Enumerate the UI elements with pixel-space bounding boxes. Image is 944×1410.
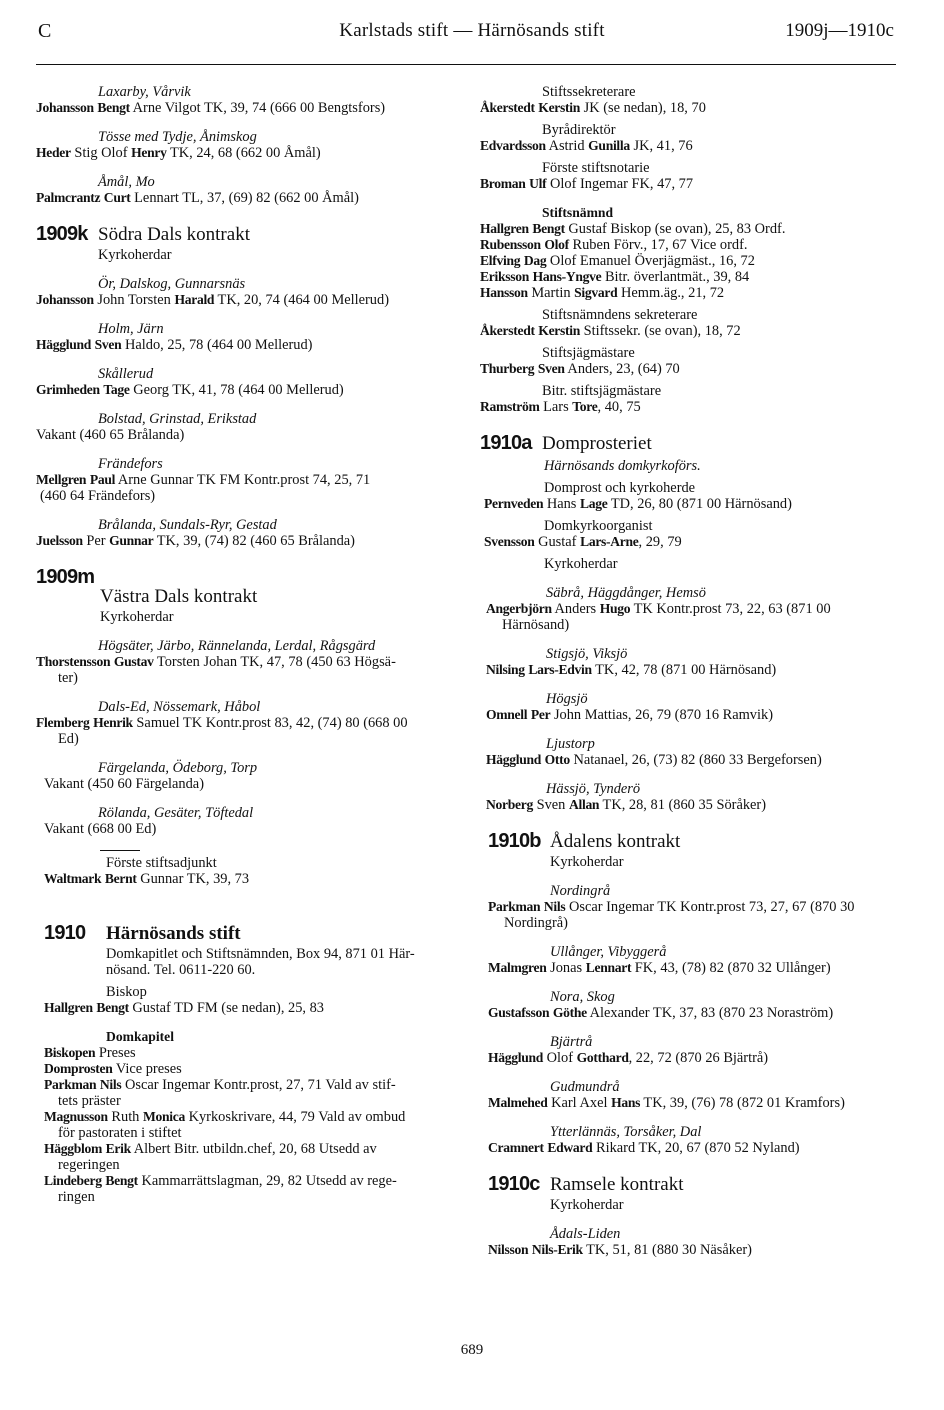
section-heading: [480, 830, 902, 852]
entry: Domprosten Vice preses: [44, 1061, 182, 1077]
separator-rule: [100, 850, 140, 851]
entry: Johansson John Torsten Harald TK, 20, 74 (464 00 Mellerud): [36, 292, 389, 308]
entry: Hansson Martin Sigvard Hemm.äg., 21, 72: [480, 285, 725, 301]
parish-heading: Ör, Dalskog, Gunnarsnäs: [98, 276, 246, 292]
parish-heading: Ljustorp: [546, 736, 595, 752]
entry: Malmehed Karl Axel Hans TK, 39, (76) 78 (872 01 Kramfors): [488, 1095, 845, 1111]
group-label: Stiftsnämnd: [542, 205, 614, 220]
header-letter: C: [38, 20, 52, 42]
section-name: Ådalens kontrakt: [550, 831, 681, 852]
role-title: Bitr. stiftsjägmästare: [542, 383, 662, 399]
entry: Vakant (668 00 Ed): [44, 821, 157, 837]
entry: Thurberg Sven Anders, 23, (64) 70: [480, 361, 680, 377]
role-title: Byrådirektör: [542, 122, 616, 138]
role-title: Förste stiftsnotarie: [542, 160, 650, 176]
parish-heading: Härnösands domkyrkoförs.: [544, 458, 701, 474]
right-column: [480, 84, 902, 1258]
entry: Edvardsson Astrid Gunilla JK, 41, 76: [480, 138, 693, 154]
section-name: Domprosteriet: [542, 433, 652, 454]
parish-heading: Högsäter, Järbo, Rännelanda, Lerdal, Rågsgärd: [98, 638, 376, 654]
parish-heading: Ådals-Liden: [550, 1226, 621, 1242]
section-number: 1910b: [488, 830, 541, 852]
role-title: Stiftsjägmästare: [542, 345, 635, 361]
role-title: Stiftssekreterare: [542, 84, 636, 100]
parish-heading: Rölanda, Gesäter, Töftedal: [98, 805, 254, 821]
entry: Biskopen Preses: [44, 1045, 136, 1061]
section-name: Ramsele kontrakt: [550, 1174, 684, 1195]
entry: Omnell Per John Mattias, 26, 79 (870 16 Ramvik): [486, 707, 773, 723]
entry: Flemberg Henrik Samuel TK Kontr.prost 83, 42, (74) 80 (668 00 Ed): [36, 715, 408, 747]
role-title: Biskop: [106, 984, 147, 1000]
section-number: 1909m: [36, 566, 95, 588]
role-title: Domprost och kyrkoherde: [544, 480, 696, 496]
parish-heading: Nordingrå: [550, 883, 611, 899]
entry: Palmcrantz Curt Lennart TL, 37, (69) 82 (662 00 Åmål): [36, 190, 359, 206]
role-title: Kyrkoherdar: [98, 247, 172, 263]
entry: Broman Ulf Olof Ingemar FK, 47, 77: [480, 176, 694, 192]
entry: Malmgren Jonas Lennart FK, 43, (78) 82 (870 32 Ullånger): [488, 960, 831, 976]
entry: Lindeberg Bengt Kammarrättslagman, 29, 82 Utsedd av rege- ringen: [44, 1173, 397, 1205]
role-title: Kyrkoherdar: [550, 854, 624, 870]
section-heading: [480, 1173, 902, 1195]
address-line: Domkapitlet och Stiftsnämnden, Box 94, 871 01 Här-: [106, 946, 415, 962]
section-number: 1909k: [36, 223, 88, 245]
section-number: 1910c: [488, 1173, 540, 1195]
parish-heading: Åmål, Mo: [98, 174, 155, 190]
role-title: Förste stiftsadjunkt: [106, 855, 217, 871]
entry: Heder Stig Olof Henry TK, 24, 68 (662 00 Åmål): [36, 145, 321, 161]
entry: Parkman Nils Oscar Ingemar Kontr.prost, 27, 71 Vald av stif- tets präster: [44, 1077, 396, 1109]
parish-heading: Ytterlännäs, Torsåker, Dal: [550, 1124, 702, 1140]
entry: Norberg Sven Allan TK, 28, 81 (860 35 Söråker): [486, 797, 767, 813]
page-number: 689: [460, 1342, 484, 1358]
section-name: Södra Dals kontrakt: [98, 224, 250, 245]
entry: Magnusson Ruth Monica Kyrkoskrivare, 44, 79 Vald av ombud för pastoraten i stiftet: [44, 1109, 406, 1141]
entry: Åkerstedt Kerstin Stiftssekr. (se ovan), 18, 72: [480, 323, 741, 339]
entry: Thorstensson Gustav Torsten Johan TK, 47, 78 (450 63 Högsä- ter): [36, 654, 396, 686]
entry: Vakant (460 65 Brålanda): [36, 427, 185, 443]
header-title: Karlstads stift — Härnösands stift: [339, 20, 605, 41]
parish-heading: Holm, Järn: [98, 321, 164, 337]
entry: Rubensson Olof Ruben Förv., 17, 67 Vice ordf.: [480, 237, 748, 253]
entry: Elfving Dag Olof Emanuel Överjägmäst., 16, 72: [480, 253, 755, 269]
entry: Juelsson Per Gunnar TK, 39, (74) 82 (460 65 Brålanda): [36, 533, 355, 549]
parish-heading: Hässjö, Tynderö: [546, 781, 641, 797]
parish-heading: Dals-Ed, Nössemark, Håbol: [98, 699, 261, 715]
parish-heading: Frändefors: [98, 456, 163, 472]
role-title: Kyrkoherdar: [544, 556, 618, 572]
entry: Pernveden Hans Lage TD, 26, 80 (871 00 Härnösand): [484, 496, 792, 512]
parish-heading: Högsjö: [546, 691, 588, 707]
parish-heading: Bjärtrå: [550, 1034, 593, 1050]
entry: Waltmark Bernt Gunnar TK, 39, 73: [44, 871, 250, 887]
entry: Eriksson Hans-Yngve Bitr. överlantmät., 39, 84: [480, 269, 750, 285]
parish-heading: Säbrå, Häggdånger, Hemsö: [546, 585, 706, 601]
parish-heading: Ullånger, Vibyggerå: [550, 944, 667, 960]
entry: Svensson Gustaf Lars-Arne, 29, 79: [484, 534, 682, 550]
section-number: 1910: [44, 922, 86, 944]
section-name: Härnösands stift: [106, 923, 241, 944]
parish-heading: Tösse med Tydje, Ånimskog: [98, 129, 257, 145]
entry: Hallgren Bengt Gustaf Biskop (se ovan), 25, 83 Ordf.: [480, 221, 786, 237]
entry: Johansson Bengt Arne Vilgot TK, 39, 74 (666 00 Bengtsfors): [36, 100, 386, 116]
entry: Grimheden Tage Georg TK, 41, 78 (464 00 Mellerud): [36, 382, 344, 398]
group-label: Domkapitel: [106, 1029, 174, 1044]
left-column: [36, 84, 460, 1205]
section-heading: [36, 566, 460, 588]
role-title: Kyrkoherdar: [550, 1197, 624, 1213]
parish-heading: Stigsjö, Viksjö: [546, 646, 628, 662]
section-heading: [36, 223, 460, 245]
section-heading: [480, 432, 902, 454]
entry: Angerbjörn Anders Hugo TK Kontr.prost 73, 22, 63 (871 00 Härnösand): [486, 601, 831, 633]
entry: Mellgren Paul Arne Gunnar TK FM Kontr.prost 74, 25, 71 (460 64 Frändefors): [36, 472, 371, 504]
section-heading: [36, 922, 460, 944]
parish-heading: Skållerud: [98, 366, 154, 382]
entry: Vakant (450 60 Färgelanda): [44, 776, 204, 792]
parish-heading: Nora, Skog: [550, 989, 615, 1005]
entry: Hägglund Otto Natanael, 26, (73) 82 (860 33 Bergeforsen): [486, 752, 822, 768]
page-header: [0, 0, 944, 60]
role-title: Kyrkoherdar: [100, 609, 174, 625]
entry: Cramnert Edward Rikard TK, 20, 67 (870 52 Nyland): [488, 1140, 800, 1156]
entry: Parkman Nils Oscar Ingemar TK Kontr.prost 73, 27, 67 (870 30 Nordingrå): [488, 899, 855, 931]
entry: Hallgren Bengt Gustaf TD FM (se nedan), 25, 83: [44, 1000, 324, 1016]
entry: Hägglund Sven Haldo, 25, 78 (464 00 Mellerud): [36, 337, 313, 353]
parish-heading: Färgelanda, Ödeborg, Torp: [98, 760, 258, 776]
header-rule: [36, 64, 896, 65]
address-line: nösand. Tel. 0611-220 60.: [106, 962, 256, 978]
parish-heading: Bolstad, Grinstad, Erikstad: [98, 411, 257, 427]
section-name: Västra Dals kontrakt: [100, 586, 258, 607]
entry: Åkerstedt Kerstin JK (se nedan), 18, 70: [480, 100, 706, 116]
entry: Häggblom Erik Albert Bitr. utbildn.chef, 20, 68 Utsedd av regeringen: [44, 1141, 377, 1173]
entry: Ramström Lars Tore, 40, 75: [480, 399, 641, 415]
entry: Nilsson Nils-Erik TK, 51, 81 (880 30 Näsåker): [488, 1242, 752, 1258]
entry: Nilsing Lars-Edvin TK, 42, 78 (871 00 Härnösand): [486, 662, 777, 678]
entry: Hägglund Olof Gotthard, 22, 72 (870 26 Bjärtrå): [488, 1050, 769, 1066]
parish-heading: Laxarby, Vårvik: [98, 84, 191, 100]
header-range: 1909j—1910c: [785, 20, 894, 41]
parish-heading: Gudmundrå: [550, 1079, 620, 1095]
section-number: 1910a: [480, 432, 532, 454]
parish-heading: Brålanda, Sundals-Ryr, Gestad: [98, 517, 277, 533]
role-title: Domkyrkoorganist: [544, 518, 653, 534]
role-title: Stiftsnämndens sekreterare: [542, 307, 698, 323]
entry: Gustafsson Göthe Alexander TK, 37, 83 (870 23 Noraström): [488, 1005, 834, 1021]
